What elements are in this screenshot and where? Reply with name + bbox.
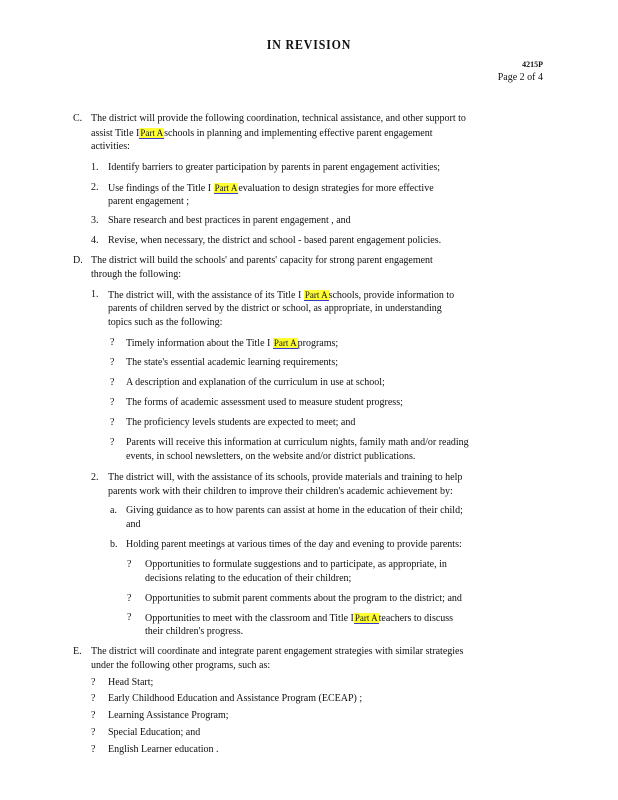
bullet-glyph: ? — [110, 437, 115, 448]
bullet-glyph: ? — [127, 559, 132, 570]
section-c-line2: assist Title IPart Aschools in planning and implementing effective parent engagement — [91, 128, 433, 139]
highlight-part-a: Part A — [354, 613, 378, 623]
d1-bullet-4: The forms of academic assessment used to measure student progress; — [126, 397, 403, 408]
d-item-1: The district will, with the assistance of its Title I Part Aschools, provide information to — [108, 290, 455, 301]
d1-bullet-1: Timely information about the Title I Part Aprograms; — [126, 338, 339, 349]
c-item-1: Identify barriers to greater participation by parents in parent engagement activities; — [108, 162, 441, 173]
page-number: Page 2 of 4 — [497, 72, 543, 83]
section-c-line1: The district will provide the following coordination, technical assistance, and other support to — [91, 113, 466, 124]
c-item-2-num: 2. — [91, 182, 99, 193]
e-bullet-4: Special Education; and — [108, 727, 201, 738]
d2-b-label: b. — [110, 539, 118, 550]
d-item-2-line2: parents work with their children to improve their children's academic achievement by: — [108, 486, 453, 497]
bullet-glyph: ? — [91, 677, 96, 688]
bullet-glyph: ? — [110, 417, 115, 428]
d-item-2-num: 2. — [91, 472, 99, 483]
d2-a-label: a. — [110, 505, 117, 516]
c-item-4: Revise, when necessary, the district and school - based parent engagement policies. — [108, 235, 442, 246]
d-item-1-line2: parents of children served by the district or school, as appropriate, in understanding — [108, 303, 442, 314]
e-bullet-1: Head Start; — [108, 677, 154, 688]
d1-bullet-6: Parents will receive this information at curriculum nights, family math and/or reading — [126, 437, 469, 448]
e-bullet-5: English Learner education . — [108, 744, 219, 755]
section-d-line2: through the following: — [91, 269, 181, 280]
section-e-line1: The district will coordinate and integrate parent engagement strategies with similar strategies — [91, 646, 464, 657]
bullet-glyph: ? — [127, 612, 132, 623]
bullet-glyph: ? — [110, 357, 115, 368]
section-c-line3: activities: — [91, 141, 130, 152]
c-item-3-num: 3. — [91, 215, 99, 226]
bullet-glyph: ? — [110, 337, 115, 348]
section-d-line1: The district will build the schools' and parents' capacity for strong parent engagement — [91, 255, 433, 266]
c-item-1-num: 1. — [91, 162, 99, 173]
section-e-line2: under the following other programs, such as: — [91, 660, 271, 671]
d2-b-sub-1: Opportunities to formulate suggestions and to participate, as appropriate, in — [145, 559, 447, 570]
highlight-part-a: Part A — [140, 128, 164, 138]
d1-bullet-5: The proficiency levels students are expected to meet; and — [126, 417, 356, 428]
c-item-4-num: 4. — [91, 235, 99, 246]
d2-b-sub-2: Opportunities to submit parent comments about the program to the district; and — [145, 593, 462, 604]
d2-b-sub-1-line2: decisions relating to the education of their children; — [145, 573, 352, 584]
c-item-2-line2: parent engagement ; — [108, 196, 190, 207]
d-item-1-line3: topics such as the following: — [108, 317, 223, 328]
page-title: IN REVISION — [266, 38, 352, 53]
d-item-2: The district will, with the assistance of its schools, provide materials and training to help — [108, 472, 463, 483]
section-c-label: C. — [73, 113, 83, 124]
section-e-label: E. — [73, 646, 82, 657]
highlight-part-a: Part A — [214, 183, 238, 193]
e-bullet-3: Learning Assistance Program; — [108, 710, 229, 721]
policy-code: 4215P — [522, 60, 543, 69]
d2-a-line2: and — [126, 519, 141, 530]
e-bullet-2: Early Childhood Education and Assistance Program (ECEAP) ; — [108, 693, 363, 704]
d-item-1-num: 1. — [91, 289, 99, 300]
d2-b-sub-3: Opportunities to meet with the classroom and Title IPart Ateachers to discuss — [145, 613, 454, 624]
d2-b-sub-3-line2: their children's progress. — [145, 626, 244, 637]
d2-b: Holding parent meetings at various times of the day and evening to provide parents: — [126, 539, 462, 550]
bullet-glyph: ? — [127, 593, 132, 604]
bullet-glyph: ? — [91, 744, 96, 755]
c-item-3: Share research and best practices in parent engagement , and — [108, 215, 351, 226]
highlight-part-a: Part A — [304, 290, 328, 300]
c-item-2: Use findings of the Title I Part Aevaluation to design strategies for more effective — [108, 183, 434, 194]
bullet-glyph: ? — [110, 377, 115, 388]
d1-bullet-6-line2: events, in school newsletters, on the website and/or district publications. — [126, 451, 416, 462]
bullet-glyph: ? — [91, 727, 96, 738]
bullet-glyph: ? — [110, 397, 115, 408]
section-d-label: D. — [73, 255, 83, 266]
d2-a: Giving guidance as to how parents can assist at home in the education of their child; — [126, 505, 463, 516]
highlight-part-a: Part A — [273, 338, 297, 348]
d1-bullet-3: A description and explanation of the curriculum in use at school; — [126, 377, 385, 388]
bullet-glyph: ? — [91, 693, 96, 704]
d1-bullet-2: The state's essential academic learning requirements; — [126, 357, 338, 368]
bullet-glyph: ? — [91, 710, 96, 721]
